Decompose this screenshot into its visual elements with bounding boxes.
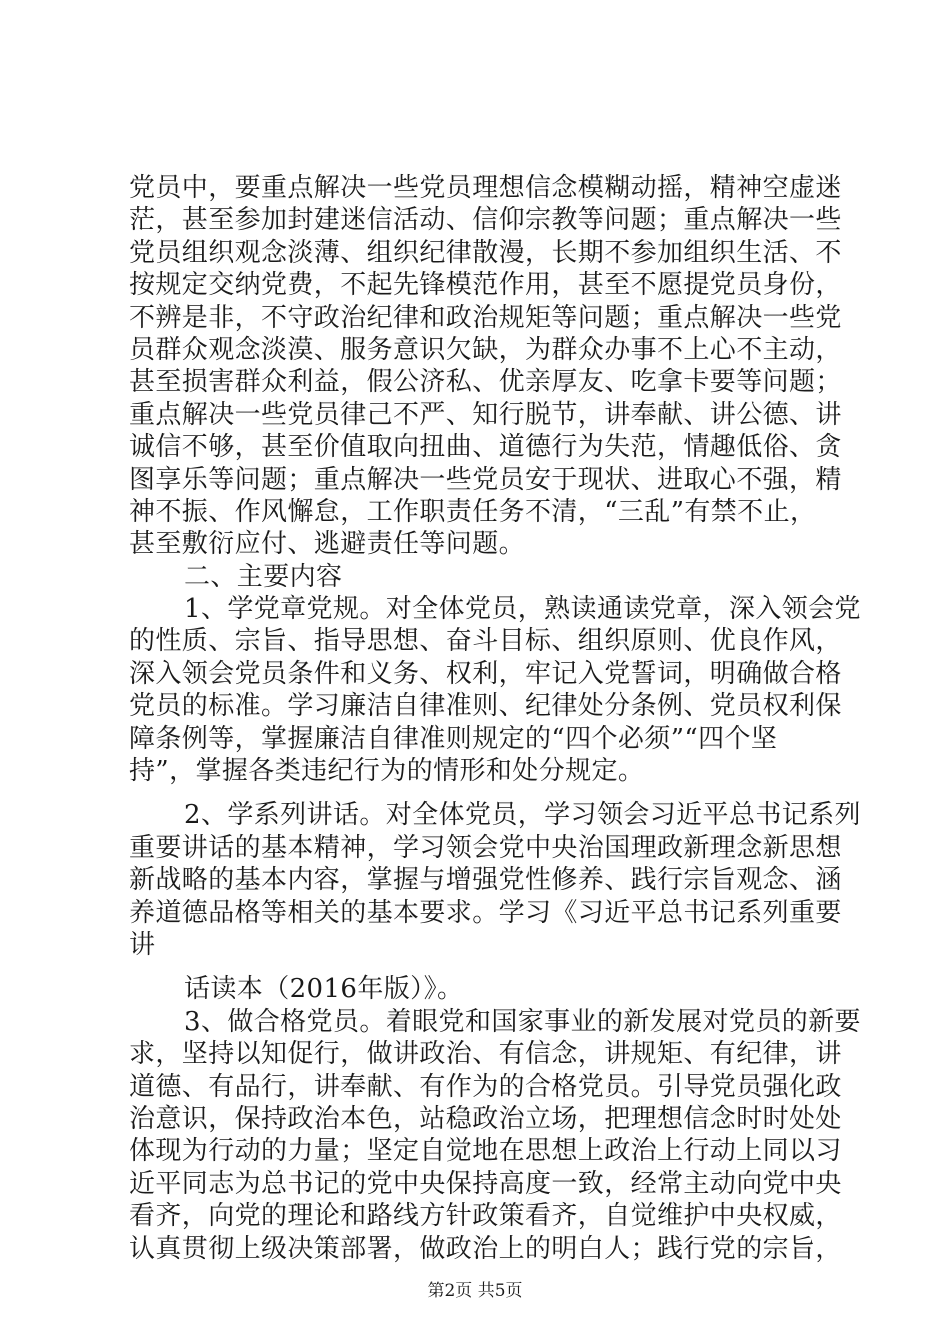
text-line: 治意识，保持政治本色，站稳政治立场，把理想信念时时处处 [129,1103,842,1134]
text-line: 的性质、宗旨、指导思想、奋斗目标、组织原则、优良作风， [129,626,842,657]
text-line: 持”，掌握各类违纪行为的情形和处分规定。 [129,756,645,787]
text-line: 按规定交纳党费，不起先锋模范作用，甚至不愿提党员身份， [129,270,842,301]
text-line: 党员组织观念淡薄、组织纪律散漫，长期不参加组织生活、不 [129,237,842,268]
text-line: 话读本（2016年版）》。 [184,974,464,1005]
text-line: 新战略的基本内容，掌握与增强党性修养、践行宗旨观念、涵 [129,865,842,896]
text-line: 3、做合格党员。着眼党和国家事业的新发展对党员的新要 [184,1006,861,1037]
text-line: 求，坚持以知促行，做讲政治、有信念，讲规矩、有纪律，讲 [129,1039,842,1070]
text-line: 认真贯彻上级决策部署，做政治上的明白人；践行党的宗旨， [129,1233,842,1264]
text-line: 深入领会党员条件和义务、权利，牢记入党誓词，明确做合格 [129,658,842,689]
text-line: 党员的标准。学习廉洁自律准则、纪律处分条例、党员权利保 [129,691,842,722]
page-footer: 第2页 共5页 [427,1281,523,1301]
text-line: 重点解决一些党员律己不严、知行脱节，讲奉献、讲公德、讲 [129,399,842,430]
text-line: 茫，甚至参加封建迷信活动、信仰宗教等问题；重点解决一些 [129,205,842,236]
text-line: 讲 [129,929,156,960]
text-line: 障条例等，掌握廉洁自律准则规定的“四个必须”“四个坚 [129,723,778,754]
text-line: 神不振、作风懈怠，工作职责任务不清，“三乱”有禁不止， [129,496,817,527]
text-line: 党员中，要重点解决一些党员理想信念模糊动摇，精神空虚迷 [129,173,842,203]
text-line: 道德、有品行，讲奉献、有作为的合格党员。引导党员强化政 [129,1071,842,1102]
text-line: 看齐，向党的理论和路线方针政策看齐，自觉维护中央权威， [129,1201,842,1232]
text-line: 不辨是非，不守政治纪律和政治规矩等问题；重点解决一些党 [129,302,842,333]
text-line: 诚信不够，甚至价值取向扭曲、道德行为失范，情趣低俗、贪 [129,432,842,463]
document-body [129,172,861,1265]
text-line: 重要讲话的基本精神，学习领会党中央治国理政新理念新思想 [129,832,842,863]
text-line: 1、学党章党规。对全体党员，熟读通读党章，深入领会党 [184,594,861,625]
text-line: 员群众观念淡漠、服务意识欠缺，为群众办事不上心不主动， [129,334,842,365]
section-heading: 二、主要内容 [184,561,343,592]
text-line: 图享乐等问题；重点解决一些党员安于现状、进取心不强，精 [129,464,842,495]
text-line: 养道德品格等相关的基本要求。学习《习近平总书记系列重要 [129,897,842,928]
text-line: 甚至损害群众利益，假公济私、优亲厚友、吃拿卡要等问题； [129,367,842,398]
text-line: 体现为行动的力量；坚定自觉地在思想上政治上行动上同以习 [129,1136,842,1167]
text-line: 甚至敷衍应付、逃避责任等问题。 [129,529,526,560]
paragraph-gap [129,961,829,973]
text-line: 近平同志为总书记的党中央保持高度一致，经常主动向党中央 [129,1168,842,1199]
text-line: 2、学系列讲话。对全体党员，学习领会习近平总书记系列 [184,800,861,831]
paragraph-gap [129,787,829,799]
